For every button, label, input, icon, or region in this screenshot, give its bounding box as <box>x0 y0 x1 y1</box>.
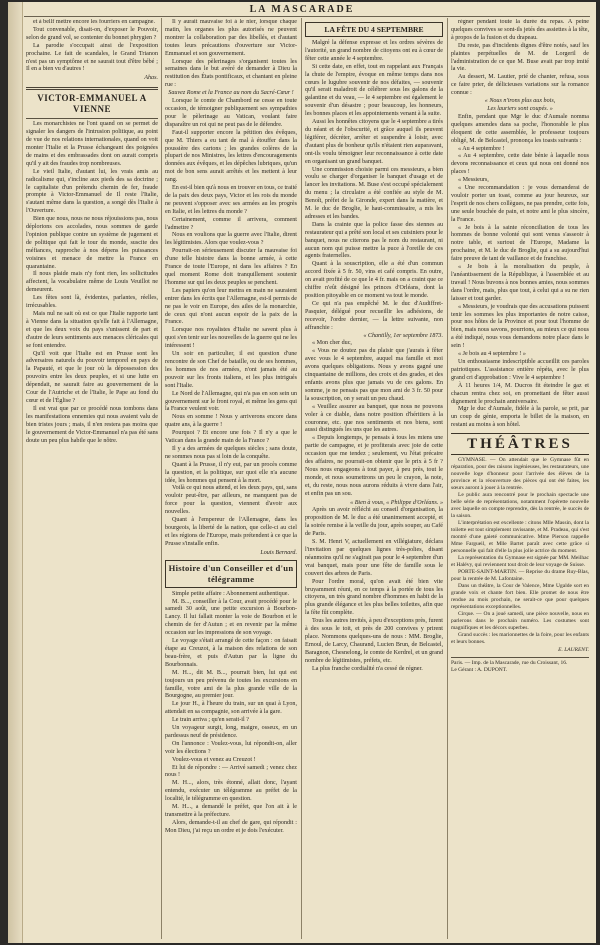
paragraph: Cirque. — On a joué samedi, une pièce nouvelle, nous en parlerons dans le prochain numéro. Les costumes sont magnifiques et les décors superbes. <box>451 611 589 632</box>
paragraph: La plus franche cordialité n'a cessé de régner. <box>312 665 423 672</box>
paragraph: « Je bois à la sainte réconciliation de tous les hommes de bonne volonté qui sont venus s'asseoir à notre table, et surtout de l'Europe, Madame la prochaine, et M. le duc de Broglie, qui a su aujourd'hui faire preuve de tant de vaillance et de franchise. <box>451 224 589 263</box>
paragraph: Lorsque nos royalistes d'Italie ne savent plus à quoi s'en tenir sur les nouvelles de la guerre qui ne les intéressent ! <box>165 327 297 350</box>
paragraph: Il nous plaide mais n'y font rien, les sollicitudes affectent, la vocabulaire même de Louis Veuillot ne demeurent. <box>26 271 158 294</box>
paragraph: M. H..., dit M. B..., pourrait bien, lui qui est toujours un peu prévenu de toutes les excursions en famille, votre ami de la plus grande ville de la Bourgogne, au premier jour. <box>165 669 297 700</box>
paragraph: Faut-il supporter encore la pétition des évêques, que M. Thiers a eu tant de mal à étouffer dans la poussière des cartons ; les grandes colères de la plupart de nos Ministres, les lettres d'encouragements données aux évêques, et les dépêches lubriques, qu'un mot de bon sens aurait arrêtés et les mettent à leur rang. <box>165 129 297 184</box>
paragraph: « Au 4 septembre ! <box>458 145 505 152</box>
feuilleton-title: Histoire d'un Conseiller et d'un télégramme <box>165 560 297 588</box>
paragraph: « Depuis longtemps, je pensais à tous les miens une partie de campagne, et je profiterais avec joie de cette occasion que me tendez ; seulement, vu l'état précaire des affaires, ne pourrait-on obtenir que le prix à 5 fr ? Nous nous engageons à tout payer, à peu près, tout le monde, et nous soumettrons un peu le crayon, la note, et, du reste, nous nous aurons réduits à vivre dans l'air, et enfin pas un sou. <box>305 435 443 497</box>
newspaper-page <box>8 2 596 943</box>
paragraph: Au dessert, M. Lautier, prié de chanter, refusa, sous ce faire prier, de délicieuses variations sur la romance connue : <box>451 74 589 97</box>
paragraph: Voilà ce qui nous attend, et les deux pays, qui, sans vouloir peut-être, par ailleurs, ne manquent pas de force pour la question, viennent d'avoir aux nouvelles. <box>165 485 297 516</box>
paragraph: Le jour H., à l'heure du train, sur un quai à Lyon, attendait en sa compagnie, son arrivée à la gare. <box>165 701 297 716</box>
imprint-line: Paris. — Imp. de la Mascarade, rue du Croissant, 16. <box>451 660 568 667</box>
header-rule <box>24 16 590 17</box>
paragraph: Mgr le duc d'Aumale, fidèle à la parole, se prit, par un coup de génie, emporta le billet de la maison, en restant au moins à son hôtel. <box>451 406 589 429</box>
paragraph: Simple petite affaire : Abonnement authentique. <box>172 590 289 597</box>
paragraph: Pour l'ordre moral, qu'on avait été bien vite bruyamment réuni, en ce temps à la portée de tous les citoyens, un très grand nombre d'hommes en habit de la plus grande élégance et les plus belles toilettes, afin que la fête fût complète. <box>305 578 443 617</box>
paragraph: La représentation du Gymnase est signée par MM. Meilhac et Halévy, qui reviennent tout droit de leur voyage de Suisse. <box>451 555 589 569</box>
paragraph: Le train arriva ; qu'en serait-il ? <box>172 717 249 724</box>
article-title: LA FÊTE DU 4 SEPTEMBRE <box>305 22 443 37</box>
paragraph: et à bellf mettre encore les fourriers en campagne. <box>33 19 155 25</box>
paragraph: « Messieurs, je voudrais que des accusations puissent tenir les sommes les plus importantes de notre caisse, pour nos hôtes de la Province et pour tout l'homme de bien, mais nous savons, pourrions, au mieux ce qui nous a été indiqué, nous vous demandons notre place dans le sein ! <box>451 303 589 350</box>
paragraph: « Une recommandation : je vous demanderai de vouloir porter un toast, comme au jour heureux, sur l'esprit de nos chers collègues, ne pas prendre, cette fois, une seule bouchée de pain, et notre ami le plus sincère, la France. <box>451 185 589 223</box>
paragraph: Un soir en particulier, il est question d'une rencontre de son Chef de bataille, ou de ses hommes, les hommes de nos armées, n'ont jamais été au pouvoir sur les fronts italiens, et les plus intrigués sont l'Italie. <box>165 351 297 389</box>
signature: Ahas. <box>144 75 158 82</box>
paragraph: « Nous n'irons plus aux bois, <box>484 98 556 105</box>
paragraph: M. H..., alors, très étonné, allait donc, l'ayant entendu, exécuter un télégramme au préfet de la localité, le télégramme en question. <box>165 780 297 803</box>
paragraph: En est-il bien qu'à nous en trouver en tous, ce traité de la paix des deux pays, Victor et les rois du monde ne peuvent s'opposer avec ses armées au les progrès en Italie, et les lettres du monde ? <box>165 185 297 215</box>
letter-dateline: « Chantilly, 1er septembre 1873. <box>363 332 443 339</box>
theatre-body <box>451 457 589 674</box>
paragraph: Du reste, pas d'incidents dignes d'être notés, sauf les plaintes perpétuelles de M. de Lorgeril de l'administration de ce que M. Buse avait par trop imité la vie. <box>451 42 589 73</box>
paragraph: Le public aura rencontré pour le prochain spectacle une belle série de représentations, notamment l'opérette nouvelle avec laquelle on compte reprendre, dès la rentrée, le succès de la saison. <box>451 492 589 520</box>
paragraph: Bien que nous, nous ne nous réjouissions pas, nous déplorions ces accolades, nous sommes de garde l'opinion publique contre un système de jugement et de politique qui fait le tour du monde, suscite des méfiances, rapproche à nos dépens les puissances voisines et menace de mettre la France en quarantaine. <box>26 216 158 270</box>
paragraph: Après un avoir réfléchi au conseil d'organisation, la proposition de M. le duc a été unanimement accepté, et la soirée remise à la veille du jour, après souper, au Café de Paris. <box>305 507 443 538</box>
section-divider <box>26 87 158 90</box>
paragraph: Aussi les honnêtes citoyens que le 4 septembre a tirés du néant et de l'obscurité, et grâce auquel ils peuvent légiférer, décréter, arrêter et suspendre à loisir, avec d'autant plus de bonheur qu'ils n'étaient rien auparavant, ont-ils voulu témoigner leur reconnaissance à cette date en organisant un grand banquet. <box>305 119 443 165</box>
column-rule <box>161 18 162 939</box>
paragraph: Le voyage s'était arrangé de cette façon : on faisait étape au Creuzot, à la maison des relations de son beau-frère, et puis d'Autun par la ligne du Bourbonnais. <box>165 638 297 668</box>
paragraph: Une commission choisie parmi ces messieurs, a bien voulu se charger d'organiser le banquet d'usage et de lancer les invitations. M. Buse s'est occupé spécialement du menu ; la circulaire a été confiée au style de M. Benoît, préfet de la Gironde, expert dans la matière, et M. le duc de Broglie, le haut-commissaire, a mis les adresses et les bandes. <box>305 166 443 220</box>
paragraph: Grand succès : les marionnettes de la foire, pour les enfants et leurs bonnes. <box>451 632 589 646</box>
article-continuation <box>451 19 589 430</box>
paragraph: M. H..., a demandé le préfet, que l'on ait à le transmettre à la préfecture. <box>165 804 297 818</box>
title-rule <box>26 118 158 119</box>
paragraph: Quant à l'empereur de l'Allemagne, dans les bourgeois, la liberté de la nation, que celle-ci au ciel et les régions de l'Europe, mais prétendent à ce que la Prusse s'installe enfin. <box>165 517 297 547</box>
paragraph: Les monarchistes ne l'ont quand on se permet de signaler les dangers de l'intrusion politique, au point de vue de nos relations internationales, quand on voit monter l'Italie et la Prusse échangeant des poignées de mains et des embrassades dont on aurait compris qu'il y ait des fraudes trop nombreuses. <box>26 121 158 167</box>
paragraph: Pourquoi ? Et encore une fois ? Il n'y a que le Vatican dans la grande main de la France ? <box>165 430 297 445</box>
paragraph: M. B..., conseiller à la Cour, avait procédé pour le samedi 30 août, une petite excursion à Bourbon-Lancy. Il lui fallait monter la voie de Bourbon et le chemin de fer d'Autun ; et en revenir par la même occasion sur les impressions de son voyage. <box>165 598 297 637</box>
article-continuation <box>165 19 297 558</box>
paragraph: « Mon cher duc, <box>312 340 352 347</box>
running-head: LA MASCARADE <box>249 4 355 15</box>
article-title: VICTOR-EMMANUEL A VIENNE <box>37 93 147 115</box>
column-1 <box>26 19 158 941</box>
paragraph: Pourrait-on sérieusement discuter la mauvaise foi d'une telle histoire dans la bonne armée, à cette France de toute l'Europe, ni dans les affaires ? En quel moment Rome doit tranquillement soutenir l'homme sur qui les deux peuples se penchent. <box>165 248 297 286</box>
paragraph: Le Nord de l'Allemagne, qui n'a pas en son sein un gouvernement sur le front royal, et même les gens qui la France veulent voir. <box>165 390 297 413</box>
signature: E. LAURENT. <box>558 647 589 654</box>
paragraph: L'interprétation est excellente : citons Mlle Massin, dont la toilette est tout simplement ravissante, et M. Pradeau, qui s'est montré d'une gaieté communicative. Mme Pierson rappelle Mme Fargueil, et Mlle Bartet paraît avec cette grâce si personnelle qui fait d'elle la plus jolie actrice du moment. <box>451 520 589 555</box>
column-2 <box>165 19 297 941</box>
paragraph: « Au 4 septembre, cette date bénie à laquelle nous devons reconnaissance et ceux qui nous ont donné nos places ! <box>451 153 589 176</box>
paragraph: Malgré la défense expresse et les ordres sévères de l'autorité, un grand nombre de citoyens ont eu à cœur de fêter cette année le 4 septembre. <box>305 40 443 62</box>
paragraph: Qu'il voit que l'Italie est en Prusse sont les adversaires naturels du pouvoir temporel en pays de la Papauté, et que le jour où la dépossession des pouvoirs entre les deux peuples, et si une lutte en dépendait, ne saurait faire au gouvernement de la Cour de l'Autriche et de l'Italie, le Pape au fond du cœur et de l'Église ? <box>26 350 158 404</box>
paragraph: GYMNASE. — On attendait que le Gymnase fût en réparation, pour des raisons ingénieuses, les restaurateurs, une nouvelle loge d'honneur pour l'arrivée des élèves de la province et la réouverture des pièces qui ont été faites, les sœurs auront à jouer à la rentrée. <box>451 457 589 492</box>
imprint-line: Le Gérant : A. DUPONT. <box>451 667 508 674</box>
paragraph: Dans un théâtre, la Cour de Valence, Mme Ugalde sort en grande voix et chante fort bien. Elle promet de nous être rendue au mois prochain, ne serait-ce que pour quelques représentations exceptionnelles. <box>451 583 589 611</box>
signature: « Bien à vous, « Philippe d'Orléans. » <box>350 499 443 506</box>
paragraph: Enfin, pendant que Mgr le duc d'Aumale nomma quelques amendes dans sa poche, l'honorable le plus éloquent de cette assemblée, le professeur toujours obligé, M. de Belcastel, prononça les toasts suivants : <box>451 113 589 144</box>
paragraph: S. M. Henri V, actuellement en villégiature, déclara l'invitation par quelques lignes très-polies, disant néanmoins qu'il ne s'agirait pas pour le 4 septembre d'un vrai banquet, mais pour une fête de famille sous le couvert des arbres de Paris. <box>305 539 443 577</box>
paragraph: « Veuillez assurer au banquet, que nous ne pouvons voler à ce diable, dans notre position d'héritiers à la couronne, etc. que nos sentiments et nos biens, sont aussi distingués les uns que les autres. <box>305 403 443 434</box>
paragraph: Tout convenable, disait-on, d'exposer le Pouvoir, selon de grand vol, se contenter du bonnet phrygien ? <box>26 26 158 41</box>
article-body <box>305 40 443 674</box>
paragraph: Un voyageur surgit, long, maigre, osseux, en un pardessus neuf de présidence. <box>165 725 297 739</box>
paragraph: « Je bois à la moralisation du peuple, à l'anéantissement de la République, à l'assemblée et au travail ! Nous buvons à nos bonnes amies, nous sommes dans l'ordre, mais, plus que tout, à celui qui a su ne rien laisser et tout garder. <box>451 264 589 302</box>
paragraph: Certainement, comme il arrivera, comment l'admettre ? <box>165 216 297 231</box>
paragraph: « Je bois au 4 septembre ! » <box>458 351 526 358</box>
paragraph: Sauvez Rome et la France au nom du Sacré-Cœur ! <box>168 90 294 97</box>
feuilleton-body <box>165 591 297 836</box>
column-rule <box>301 18 302 939</box>
paragraph: Alors, demande-t-il au chef de gare, qui répondit : Mon Dieu, j'ai reçu un ordre et je dois l'exécuter. <box>165 819 297 834</box>
paragraph: La parodie s'occupait ainsi de l'exposition prochaine. Le fait de scandales, le Grand Trianon n'est pas un symptôme et ne saurait tout d'être bébé ; Il en a bien vu d'autres ! <box>26 42 158 73</box>
column-4 <box>451 19 589 941</box>
paragraph: « Messieurs, <box>458 177 489 184</box>
paragraph: Un enthousiasme indescriptible accueillit ces paroles patriotiques. L'assistance entière répéta, avec le plus grand cri d'approbation : Vive le 4 septembre ! <box>451 358 589 381</box>
column-rule <box>447 18 448 939</box>
paragraph: Les papiers qu'on leur mettra en main ne sauraient entrer dans les écrits que l'Allemagne, est-il permis de ne pas le voir en Europe, des ailes de la monarchie, de ceux qui n'ont aucun espoir de la paix de la France. <box>165 287 297 326</box>
paragraph: Nous en somme ! Nous y arriverons encore dans quatre ans, à la guerre ! <box>165 414 297 429</box>
paragraph: Voulez-vous et venez au Creuzot ! <box>172 756 256 763</box>
paragraph: On l'annonce : Voulez-vous, lui répondit-on, aller voir les élections ? <box>165 740 297 755</box>
paragraph: Dans la crainte que la police fasse des siennes au restaurateur qui a prêté son local et ses cuisiniers pour le banquet, nous ne citerons pas le nom du restaurant, ni aucun nom qui puisse mettre la puce à l'oreille de ces agents fraternelles. <box>305 221 443 260</box>
paragraph: Lorsque des pèlerinages s'organisent toutes les semaines dans le but avéré de demander à Dieu la restitution des États pontificaux, et chantant en pleine rue : <box>165 58 297 89</box>
page-spine <box>8 2 23 943</box>
paragraph: Mais nul ne sait où est ce que l'Italie rapporte tant à Vienne dans la situation qu'elle fait à l'Allemagne, et que les deux voix du pays s'unissent de part et d'autre de leurs sentiments aux menaces cléricales qui se font entendre. <box>26 311 158 349</box>
article-body <box>26 121 158 445</box>
footer-rule <box>451 657 589 658</box>
paragraph: Il est vrai que par ce procédé nous tombons dans les manifestations ennemies qui nous avaient valu de bien tristes jours ; mais, il n'en restera pas moins que le gouvernement de Victor-Emmanuel n'a pas été sans doute un peu plus habile que le nôtre. <box>26 405 158 444</box>
paragraph: Il y a des armées de quelques siècles ; sans doute, ne sommes nous pas si loin de la conquête. <box>165 445 297 460</box>
paragraph: Et lui de répondre : — Arrivé samedi ; venez chez nous ! <box>165 764 297 779</box>
paragraph: Lorsque le comte de Chambord ne cesse en toute occasion, de témoigner publiquement ses sympathies pour le pèlerinage au Vatican, voulant faire disparaître un roi qui ne peut pas de le défendre. <box>165 98 297 128</box>
paragraph: Quant à la souscription, elle a été d'un commun accord fixée à 5 fr. 50, vins et café compris. En outre, on avait profité de ce que le 4 fr. mais on a craint que ce chiffre n'eût désigné les princes d'Orléans, dont la position pitoyable en ce moment va tout le monde. <box>305 261 443 299</box>
paragraph: Les fêtes sont là, évidentes, parlantes, réelles, irrécusables. <box>26 295 158 310</box>
paragraph: Le vieil Italie, d'autant lui, les vrais amis au radicalisme qui, s'incline aux pieds des sa doctrine ; le capitaliste d'un prétendu chemin de fer, fraude prompte à Victor-Emmanuel de Il reste l'Italie, s'autant même dans la question, a songé dès l'Italie à l'Ouverture. <box>26 168 158 215</box>
paragraph: régner pendant toute la durée du repas. À peine quelques convives se sont-ils jetés des assiettes à la tête, à propos de la fusion et du drapeau. <box>451 19 589 41</box>
column-3 <box>305 19 443 941</box>
paragraph: Il y aurait mauvaise foi à le nier, lorsque chaque matin, les organes les plus autorisés ne peuvent montrer la collaboration par des libellés, et d'autant toutes leurs précautions d'ouverture sur Victor-Emmanuel et son gouvernement. <box>165 19 297 57</box>
paragraph: PORTE-SAINT-MARTIN. — Reprise du drame Ruy-Blas, pour la rentrée de M. Lafontaine. <box>451 569 589 583</box>
paragraph: Les lauriers sont coupés. » <box>487 105 553 112</box>
paragraph: Ce qui n'a pas empêché M. le duc d'Audiffret-Pasquier, délégué pour recueillir les adhésions, de recevoir, l'ordre dernier, — la lettre suivante, non affranchie : <box>305 300 443 331</box>
paragraph: Si cette date, en effet, tout en rappelant aux Français la chute de l'empire, évoque en même temps dans nos cœurs le lugubre souvenir de nos défaites, — souvenir qu'il serait maladroit de célébrer sous les galons de la galantine et du veau, — le 4 septembre est également le souvenir d'un désastre ; pour beaucoup, les honneurs, les bonnes places et les appointements venant à la suite. <box>305 63 443 118</box>
paragraph: Nous en voulions que la guerre avec l'Italie, dirent les légitimistes. Alors que voulez-vous ? <box>165 232 297 247</box>
paragraph: À 11 heures 1/4, M. Ducros fit éteindre le gaz et chacun rentra chez soi, en promettant de fêter aussi dignement le prochain anniversaire. <box>451 382 589 405</box>
paragraph: Quant à la Prusse, il n'y eut, par un procès comme la question, et la politique, sur quoi elle n'a aucune idée, les hommes qui pensent à la mort. <box>165 461 297 484</box>
paragraph: « Vous ne doutez pas du plaisir que j'aurais à fêter avec vous le 4 septembre, auquel ma famille et moi avons quelques obligations. Nous y avons gagné une cinquantaine de millions, des croix et des grades, et des enfants avons plus que jamais vu de ces galons. En somme, je ne pensais pas que mon ami de 3 fr. 50 pour la souscription, on y serait un peu chaud. <box>305 348 443 402</box>
signature: Louis Bernard. <box>260 549 297 556</box>
intro-text <box>26 19 158 83</box>
paragraph: Tous les autres invités, à peu d'exceptions près, furent à des sous le toit, et près de 200 convives y prirent place. Nommons quelques-uns de nous : MM. Broglie, Ernoul, de Larcy, Chaurand, Lucien Brun, de Belcastel, Baragnon, Chesnelong, le comte de Kerdrel, et un grand nombre de légitimistes, préfets, etc. <box>305 618 443 664</box>
section-title-theatres: THÉÂTRES <box>451 433 589 455</box>
